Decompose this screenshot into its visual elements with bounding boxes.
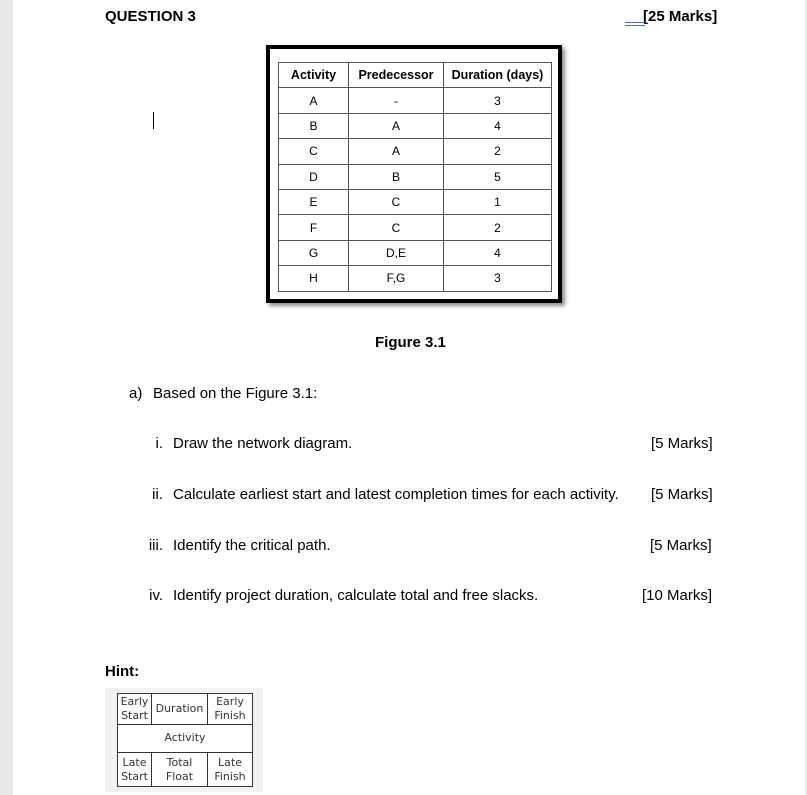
hint-image[interactable] xyxy=(105,688,263,792)
activity-cell: D xyxy=(279,164,349,189)
legend-late-finish: Late Finish xyxy=(214,756,246,783)
text-cursor xyxy=(153,112,154,129)
duration-cell: 4 xyxy=(444,113,552,138)
legend-late-start: Late Start xyxy=(121,756,148,783)
activity-cell: C xyxy=(279,139,349,164)
activity-table xyxy=(278,62,552,292)
part-a-heading xyxy=(129,385,317,402)
legend-divider xyxy=(118,752,252,753)
duration-cell: 2 xyxy=(444,215,552,240)
legend-duration: Duration xyxy=(155,702,204,715)
part-a-label: a) xyxy=(129,385,143,402)
table-row xyxy=(279,88,552,113)
subquestion-marks: [10 Marks] xyxy=(642,587,713,604)
table-row xyxy=(279,266,552,291)
part-a-text: Based on the Figure 3.1: xyxy=(153,385,318,402)
activity-cell: B xyxy=(279,113,349,138)
table-row xyxy=(279,139,552,164)
column-header-duration: Duration (days) xyxy=(444,63,552,88)
table-row xyxy=(279,164,552,189)
predecessor-cell: D,E xyxy=(349,240,444,265)
subquestion-text: Identify the critical path. xyxy=(173,537,331,554)
subquestion-text: Identify project duration, calculate total and free slacks. xyxy=(173,587,539,604)
subquestion-text: Draw the network diagram. xyxy=(173,435,353,452)
subquestion-number: iii. xyxy=(148,537,163,554)
predecessor-cell: F,G xyxy=(349,266,444,291)
predecessor-cell: B xyxy=(349,164,444,189)
column-header-activity: Activity xyxy=(279,63,349,88)
legend-divider xyxy=(118,724,252,725)
figure-frame[interactable] xyxy=(266,45,562,303)
figure-caption: Figure 3.1 xyxy=(375,334,446,351)
predecessor-cell: C xyxy=(349,215,444,240)
table-row xyxy=(279,189,552,214)
duration-cell: 2 xyxy=(444,139,552,164)
legend-early-finish: Early Finish xyxy=(214,695,246,722)
activity-cell: F xyxy=(279,215,349,240)
node-legend xyxy=(117,693,253,787)
table-header-row xyxy=(279,63,552,88)
predecessor-cell: A xyxy=(349,139,444,164)
tracked-change-mark xyxy=(625,25,645,26)
subquestion-number: i. xyxy=(155,435,163,452)
legend-total-float: Total Float xyxy=(165,756,194,783)
subquestion-number: ii. xyxy=(152,486,163,503)
duration-cell: 3 xyxy=(444,266,552,291)
predecessor-cell: - xyxy=(349,88,444,113)
question-title: QUESTION 3 xyxy=(105,8,196,25)
legend-activity: Activity xyxy=(164,731,206,744)
table-row xyxy=(279,240,552,265)
duration-cell: 4 xyxy=(444,240,552,265)
hint-label: Hint: xyxy=(105,663,140,680)
duration-cell: 1 xyxy=(444,189,552,214)
subquestion-number: iv. xyxy=(149,587,163,604)
subquestion-marks: [5 Marks] xyxy=(651,435,713,452)
legend-early-start: Early Start xyxy=(120,695,149,722)
tracked-change-mark xyxy=(625,22,645,23)
activity-cell: H xyxy=(279,266,349,291)
subquestion-text: Calculate earliest start and latest completion times for each activity. xyxy=(173,486,619,503)
duration-cell: 5 xyxy=(444,164,552,189)
document-page xyxy=(13,0,805,795)
subquestion-marks: [5 Marks] xyxy=(650,537,712,554)
predecessor-cell: C xyxy=(349,189,444,214)
predecessor-cell: A xyxy=(349,113,444,138)
total-marks-text: [25 Marks] xyxy=(643,8,718,25)
column-header-predecessor: Predecessor xyxy=(349,63,444,88)
activity-cell: G xyxy=(279,240,349,265)
table-row xyxy=(279,215,552,240)
activity-cell: A xyxy=(279,88,349,113)
subquestion-marks: [5 Marks] xyxy=(651,486,713,503)
activity-cell: E xyxy=(279,189,349,214)
table-row xyxy=(279,113,552,138)
duration-cell: 3 xyxy=(444,88,552,113)
question-total-marks xyxy=(643,8,717,25)
